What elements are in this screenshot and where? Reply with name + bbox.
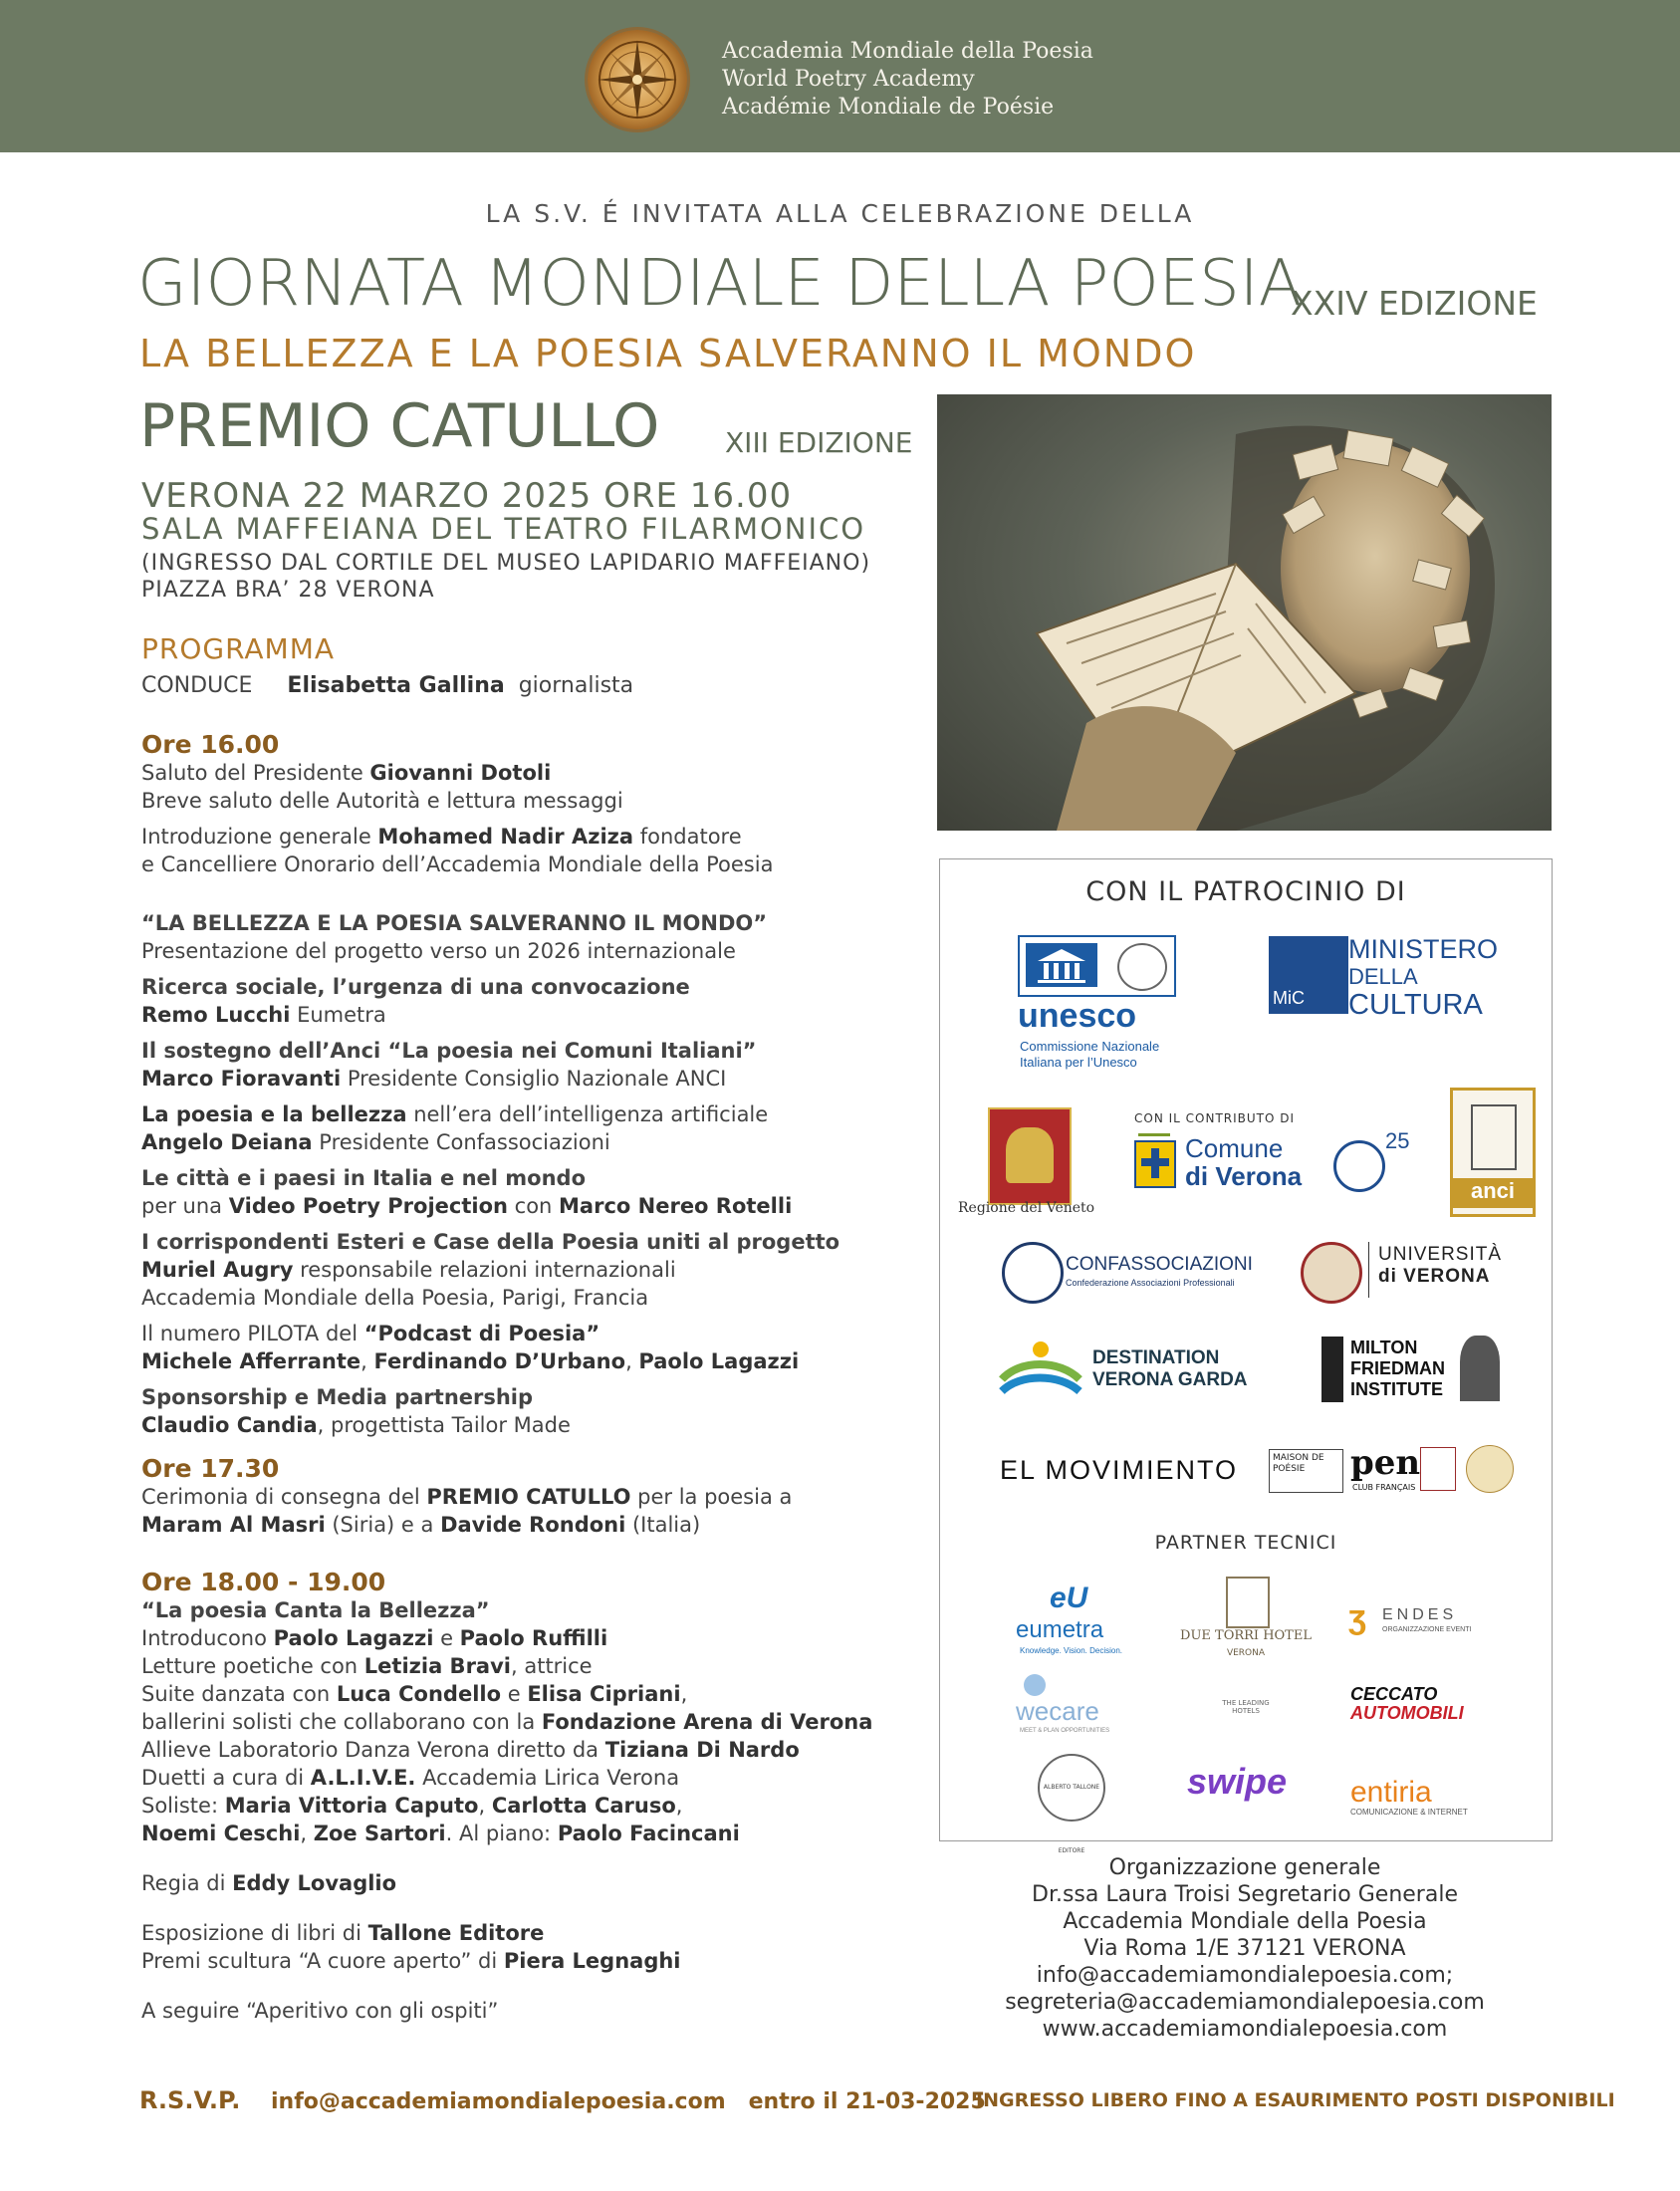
name: Noemi Ceschi [141,1822,301,1845]
text: responsabile relazioni internazionali [293,1258,676,1282]
reading-woman-artwork [937,394,1552,831]
name: Claudio Candia [141,1413,318,1437]
dest-1: DESTINATION [1092,1347,1220,1368]
rsvp-email-link[interactable]: info@accademiamondialepoesia.com [270,2089,726,2114]
list-item [141,1511,792,1539]
name: Letizia Bravi [363,1654,511,1678]
rsvp-line [139,2086,986,2114]
confassociazioni-icon [1002,1242,1064,1304]
text: ballerini solisti che collaborano con la [141,1710,542,1734]
confassociazioni-subtitle: Confederazione Associazioni Professionali [1066,1278,1235,1288]
milton-friedman-wordmark [1350,1338,1445,1400]
academy-name-fr: Académie Mondiale de Poésie [722,95,1055,120]
name: Angelo Deiana [141,1130,313,1154]
name: A.L.I.V.E. [310,1766,416,1790]
wecare-icon [1024,1674,1046,1696]
name: Zoe Sartori [313,1822,446,1845]
mic-logo [1269,936,1348,1014]
name: Paolo Lagazzi [638,1349,800,1373]
ceccato-2: AUTOMOBILI [1350,1703,1464,1723]
org-name: Accademia Mondiale della Poesia [1063,1909,1427,1934]
list-item: “LA BELLEZZA E LA POESIA SALVERANNO IL MONDO” [141,911,768,935]
entiria-subtitle: COMUNICAZIONE & INTERNET [1350,1808,1468,1817]
ministero-wordmark [1348,935,1498,1019]
page-title: GIORNATA MONDIALE DELLA POESIA [137,247,1303,321]
list-item: A seguire “Aperitivo con gli ospiti” [141,1999,499,2023]
name: Carlotta Caruso [491,1794,676,1818]
milton-2: FRIEDMAN [1350,1358,1445,1378]
text: Introduzione generale [141,825,378,849]
due-torri-subtitle: VERONA [1226,1648,1266,1658]
crown-icon [1138,1111,1170,1136]
text: Esposizione di libri di [141,1921,368,1945]
comune-1: Comune [1185,1133,1284,1163]
list-item [141,1869,872,1897]
destination-wordmark [1092,1347,1248,1391]
text: , [300,1822,314,1845]
event-date: VERONA 22 MARZO 2025 ORE 16.00 [141,476,793,516]
edition-label: XXIV EDIZIONE [1291,284,1538,323]
univ-1: UNIVERSITÀ [1378,1244,1503,1265]
text: nell’era dell’intelligenza artificiale [406,1102,769,1126]
name: “Podcast di Poesia” [363,1322,600,1345]
text: , [675,1794,683,1818]
text: Cerimonia di consegna del [141,1485,427,1509]
verona-coat-icon [1134,1140,1176,1188]
academy-name-it: Accademia Mondiale della Poesia [722,39,1093,64]
text: Saluto del Presidente [141,761,370,785]
name: Luca Condello [336,1682,502,1706]
list-item [141,1128,840,1156]
liberty-statue-icon [1321,1337,1343,1402]
pen-crest-icon [1420,1447,1456,1491]
unesco-logo [1018,935,1176,997]
anci-label: anci [1453,1178,1533,1208]
text: Presidente Consiglio Nazionale ANCI [341,1067,727,1091]
pen-wordmark: pen [1350,1443,1421,1483]
text: . Al piano: [445,1822,558,1845]
host-line [141,673,633,698]
ministero-2: DELLA [1348,964,1418,989]
list-item: Accademia Mondiale della Poesia, Parigi, Francia [141,1286,649,1310]
unesco-sub-2: Italiana per l’Unesco [1020,1055,1137,1070]
eumetra-subtitle: Knowledge. Vision. Decision. [1020,1646,1123,1655]
org-secretary: Dr.ssa Laura Troisi Segretario Generale [1032,1882,1458,1907]
name: Paolo Lagazzi [273,1626,434,1650]
org-email-info[interactable]: info@accademiamondialepoesia.com; [1036,1963,1454,1988]
academy-name-block [722,38,1093,122]
list-item [141,1100,840,1128]
ceccato-wordmark [1350,1684,1464,1724]
name: La poesia e la bellezza [141,1102,407,1126]
text: , attrice [510,1654,593,1678]
text: , [360,1349,374,1373]
name: Muriel Augry [141,1258,294,1282]
lion-icon [1006,1127,1054,1183]
prize-edition-label: XIII EDIZIONE [725,426,913,459]
list-item: Le città e i paesi in Italia e nel mondo [141,1166,586,1190]
divider [1368,1242,1369,1298]
name: Maria Vittoria Caputo [224,1794,479,1818]
text: Il numero PILOTA del [141,1322,364,1345]
name: PREMIO CATULLO [426,1485,631,1509]
text: (Siria) e a [325,1513,441,1537]
text: , [625,1349,639,1373]
tower-icon [1471,1104,1517,1170]
list-item [141,1192,840,1220]
text: Regia di [141,1871,233,1895]
university-wordmark [1378,1244,1502,1288]
list-item: “La poesia Canta la Bellezza” [141,1598,490,1622]
list-item [141,1652,872,1680]
swipe-wordmark: swipe [1187,1761,1288,1802]
rsvp-label: R.S.V.P. [139,2086,241,2114]
ministero-3: CULTURA [1348,989,1483,1021]
name: Mohamed Nadir Aziza [377,825,634,849]
endes-icon: ʒ [1348,1598,1366,1636]
name: Michele Afferrante [141,1349,361,1373]
name: Eddy Lovaglio [232,1871,397,1895]
list-item [141,1736,872,1764]
text: Letture poetiche con [141,1654,364,1678]
unesco-sub-1: Commissione Nazionale [1020,1039,1160,1054]
prize-title: PREMIO CATULLO [139,391,660,461]
list-item: Sponsorship e Media partnership [141,1385,534,1409]
invite-line: LA S.V. É INVITATA ALLA CELEBRAZIONE DELLA [485,199,1195,228]
list-item [141,1764,872,1792]
text: Presidente Confassociazioni [312,1130,610,1154]
programme-block-3 [141,1568,872,2025]
text: Suite danzata con [141,1682,337,1706]
name: Giovanni Dotoli [369,761,552,785]
ceccato-1: CECCATO [1350,1684,1438,1704]
name: Paolo Facincani [557,1822,740,1845]
list-item [141,823,773,851]
host-role: giornalista [518,673,634,698]
confassociazioni-wordmark: CONFASSOCIAZIONI [1066,1254,1253,1275]
time-1800: Ore 18.00 - 19.00 [141,1568,386,1596]
name: Elisa Cipriani [527,1682,681,1706]
academy-name-en: World Poetry Academy [722,67,975,92]
text: Eumetra [290,1003,386,1027]
programme-heading: PROGRAMMA [141,632,336,665]
text: Soliste: [141,1794,225,1818]
list-item [141,1792,872,1820]
text: e [501,1682,528,1706]
name: Ferdinando D’Urbano [373,1349,626,1373]
contributo-label: CON IL CONTRIBUTO DI [1134,1111,1296,1125]
rsvp-deadline: entro il 21-03-2025 [748,2089,986,2114]
list-item [141,1065,840,1093]
eumetra-wordmark: eumetra [1016,1616,1104,1643]
patronage-heading: CON IL PATROCINIO DI [1085,876,1406,907]
anniversary-25: 25 [1385,1128,1410,1153]
event-address: PIAZZA BRA’ 28 VERONA [141,578,435,603]
org-email-secretary[interactable]: segreteria@accademiamondialepoesia.com [1005,1990,1485,2015]
name: Video Poetry Projection [228,1194,508,1218]
name: Tiziana Di Nardo [604,1738,800,1762]
name: Marco Fioravanti [141,1067,342,1091]
unesco-subtitle [1020,1039,1159,1071]
list-item [141,1411,840,1439]
compass-rose-logo [588,30,687,129]
mic-label: MiC [1273,988,1305,1008]
list-item [141,1919,872,1947]
endes-subtitle: ORGANIZZAZIONE EVENTI [1382,1626,1472,1633]
name: Davide Rondoni [440,1513,626,1537]
text: e [433,1626,460,1650]
unesco-temple-icon [1026,943,1097,987]
entiria-wordmark: entiria [1350,1776,1432,1809]
veneto-caption: Regione del Veneto [958,1200,1095,1216]
programme-block-projects [141,909,840,1439]
comune-2: di Verona [1185,1161,1303,1191]
list-item [141,1001,840,1029]
host-name: Elisabetta Gallina [287,673,505,698]
university-seal-icon [1301,1242,1362,1304]
organization-block [956,1854,1534,2043]
list-item [141,1347,840,1375]
ministero-1: MINISTERO [1348,934,1499,964]
org-website-link[interactable]: www.accademiamondialepoesia.com [1042,2017,1448,2042]
event-entrance: (INGRESSO DAL CORTILE DEL MUSEO LAPIDARIO MAFFEIANO) [141,551,871,576]
list-item: Presentazione del progetto verso un 2026 internazionale [141,939,736,963]
text: , progettista Tailor Made [317,1413,571,1437]
list-item [141,1256,840,1284]
name: Tallone Editore [367,1921,545,1945]
text: fondatore [633,825,742,849]
text: Duetti a cura di [141,1766,311,1790]
eumetra-icon: eU [1050,1582,1088,1614]
list-item [141,1624,872,1652]
time-1730: Ore 17.30 [141,1454,280,1483]
list-item [141,1680,872,1708]
list-item: Ricerca sociale, l’urgenza di una convocazione [141,975,690,999]
list-item [141,1320,840,1347]
text: per la poesia a [630,1485,793,1509]
list-item [141,1483,792,1511]
time-16: Ore 16.00 [141,730,280,759]
due-torri-wordmark: DUE TORRI HOTEL [1180,1628,1312,1643]
list-item: Breve saluto delle Autorità e lettura messaggi [141,789,623,813]
text: Premi scultura “A cuore aperto” di [141,1949,504,1973]
programme-block-1 [141,730,773,878]
name: Fondazione Arena di Verona [541,1710,873,1734]
list-item: I corrispondenti Esteri e Case della Poesia uniti al progetto [141,1230,840,1254]
wecare-wordmark: wecare [1016,1696,1099,1726]
list-item [141,759,773,787]
motto: LA BELLEZZA E LA POESIA SALVERANNO IL MONDO [139,332,1197,375]
host-label: CONDUCE [141,673,253,698]
patronage-box [939,858,1553,1854]
text: Accademia Lirica Verona [415,1766,680,1790]
text: Allieve Laboratorio Danza Verona diretto da [141,1738,605,1762]
anci-logo [1450,1088,1536,1217]
destination-logo-icon [1000,1339,1081,1399]
pen-subtitle: CLUB FRANÇAIS [1352,1483,1416,1492]
leading-hotels-logo: THE LEADING HOTELS [1222,1699,1270,1715]
programme-block-2 [141,1454,792,1539]
free-entry-notice: INGRESSO LIBERO FINO A ESAURIMENTO POSTI DISPONIBILI [976,2089,1615,2111]
org-address: Via Roma 1/E 37121 VERONA [1083,1936,1406,1961]
milton-3: INSTITUTE [1350,1379,1443,1399]
list-item: e Cancelliere Onorario dell’Accademia Mondiale della Poesia [141,852,774,876]
name: Marco Nereo Rotelli [559,1194,793,1218]
list-item [141,1947,872,1975]
artwork-illustration [937,394,1552,831]
name: Piera Legnaghi [503,1949,681,1973]
wecare-subtitle: MEET & PLAN OPPORTUNITIES [1020,1728,1110,1734]
veneto-lion-logo [988,1107,1072,1205]
name: Maram Al Masri [141,1513,326,1537]
dest-2: VERONA GARDA [1092,1369,1248,1390]
endes-wordmark: ENDES [1382,1606,1458,1623]
due-torri-crest-icon [1226,1577,1270,1628]
italy-emblem-icon [1117,943,1167,991]
unesco-heritage-icon [1333,1140,1385,1192]
event-hall: SALA MAFFEIANA DEL TEATRO FILARMONICO [141,512,866,546]
societe-poetes-icon [1466,1445,1514,1493]
text: con [507,1194,560,1218]
name: Remo Lucchi [141,1003,291,1027]
tallone-seal-icon: ALBERTO TALLONE EDITORE [1038,1754,1105,1822]
text: , [478,1794,492,1818]
comune-verona-wordmark [1185,1134,1302,1190]
univ-2: di VERONA [1378,1266,1491,1287]
text: , [680,1682,688,1706]
partner-heading: PARTNER TECNICI [1154,1532,1337,1554]
milton-1: MILTON [1350,1338,1418,1357]
maison-de-poesie-logo: MAISON DE POÉSIE [1269,1449,1343,1493]
text: per una [141,1194,229,1218]
unesco-wordmark: unesco [1018,997,1137,1035]
text: (Italia) [625,1513,701,1537]
compass-rose-icon [588,30,687,129]
list-item [141,1708,872,1736]
el-movimiento-wordmark: EL MOVIMIENTO [1000,1455,1239,1485]
list-item [141,1820,872,1847]
text: Introducono [141,1626,274,1650]
name: Paolo Ruffilli [459,1626,608,1650]
org-heading: Organizzazione generale [1108,1855,1381,1880]
list-item: Il sostegno dell’Anci “La poesia nei Comuni Italiani” [141,1039,757,1063]
portrait-icon [1460,1336,1500,1401]
